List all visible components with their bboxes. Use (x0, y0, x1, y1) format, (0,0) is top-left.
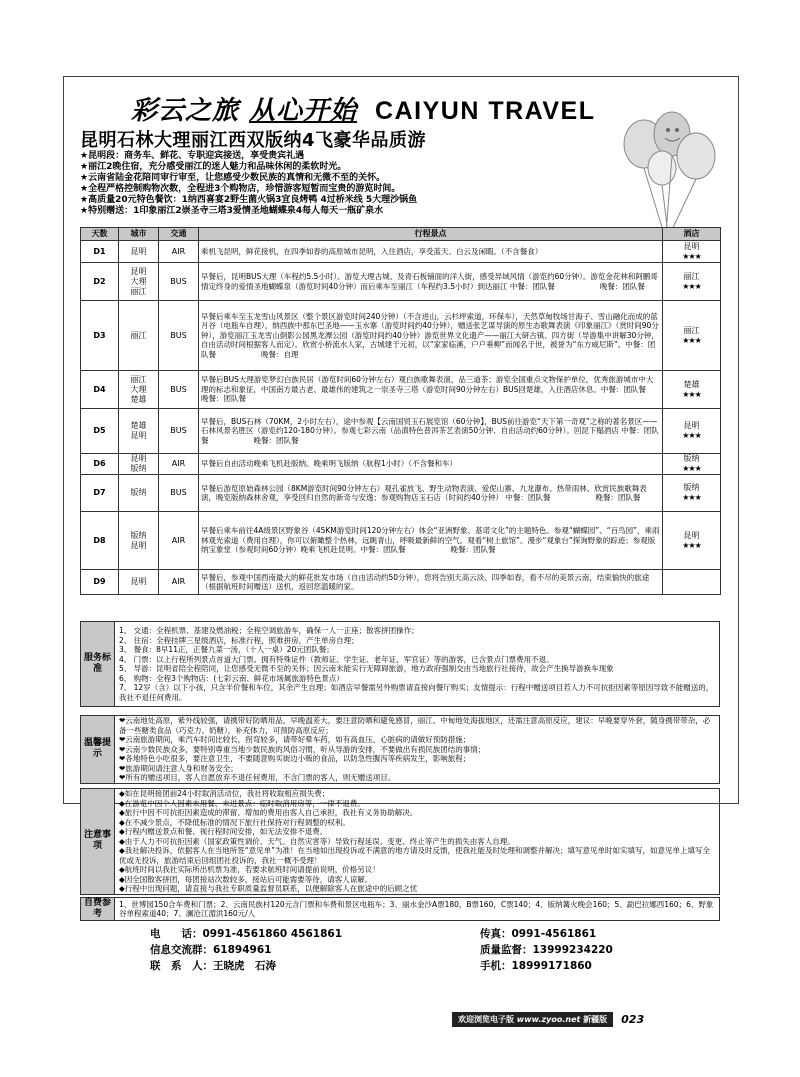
footer-url[interactable]: www.zyoo.net (516, 1015, 581, 1024)
service-standards-body (115, 622, 720, 707)
contact-person-label: 联 系 人： (150, 959, 213, 972)
itinerary-header-row (81, 228, 721, 241)
service-line: 4、 门票：以上行程所列景点首道大门票。拥有特殊证件（教师证、学生证、老年证、军官证）等的游客，已含景点门票费用不退。 (119, 654, 554, 664)
selfpay-line: 1、世博园150合车费和门票；2、云南民族村120元含门票和车费和景区电瓶车；3、丽水金沙A票180，B票160，C票140；4、版纳篝火晚会160；5、勐巴拉娜西160；6、野象谷单程索道40；7、澜沧江湄洪160元/人 (119, 899, 714, 918)
hotel-stars: ★★★ (682, 335, 701, 345)
day-cell: D6 (81, 454, 119, 475)
brand-header (131, 90, 671, 124)
selfpay-table (80, 897, 720, 921)
highlight-item: ★云南省陆金花陪同审行审至，让您感受少数民族的真情和无微不至的关怀。 (80, 173, 386, 183)
hotel-cell (663, 241, 721, 263)
hotel-cell (663, 409, 721, 454)
service-line: 5、 导游：昆明省陪全程陪同，让您感受无微不至的关怀；因云南未能实行无障碍旅游，地方政府强制交由当地旅行社接待，故会产生换导游换车现象 (119, 664, 614, 673)
service-line: 6、 购物：全程3个购物店：(七彩云南、鲜花市场属旅游特色景点） (119, 673, 344, 683)
day-cell: D8 (81, 512, 119, 570)
itinerary-row (81, 475, 721, 512)
transport-cell: BUS (159, 263, 199, 301)
hotel-stars: ★★★ (682, 251, 701, 261)
itinerary-row (81, 263, 721, 301)
city-cell: 丽江 (119, 301, 159, 371)
highlight-item: ★特别赠送：1印象丽江2崇圣寺三塔3爱情圣地蝴蝶泉4每人每天一瓶矿泉水 (80, 206, 384, 216)
tips-body (115, 716, 720, 784)
fax-value: 0991-4561861 (511, 927, 597, 940)
service-standards-table (80, 621, 720, 707)
brand-slogan-part2: 从心开始 (249, 96, 358, 126)
itinerary-desc-cell: 早餐后，参观中国西南最大的鲜花批发市场（自由活动约50分钟），您将告别天高云淡、四季如春，看不尽的美景云南，结束愉快的旅途（根据航班时间赠送）送机，返回您温暖的家。 (199, 570, 663, 595)
info-group-value: 61894961 (213, 943, 272, 956)
notes-line: ◆在游览中因个人因素未用餐、未进景点：临时取消用房等，一律不退费。 (119, 798, 365, 808)
itinerary-desc-cell: 早餐后，BUS石林（70KM，2小时左右），途中参观【云南国贸玉石展览馆（60分钟】，BUS前往游览“天下第一奇观”之称的著名景区——石林风景名胜区（游览约120-180分钟）。参观七彩云南（品滇特色普洱茶艺表演50分钟、自由活动约60分钟）。回昆下榻酒店 中餐：团队餐 晚餐：团队餐 (199, 409, 663, 454)
transport-cell: BUS (159, 301, 199, 371)
qc-value: 13999234220 (532, 943, 613, 956)
hotel-cell (663, 301, 721, 371)
section-label-selfpay: 自费参考 (81, 898, 115, 921)
day-cell: D1 (81, 241, 119, 263)
notes-line: ◆行程内赠送景点和餐、视行程时间安排，如无法安排不退费。 (119, 827, 328, 836)
col-header-city: 城市 (119, 228, 159, 241)
brand-english: CAIYUN TRAVEL (375, 97, 596, 125)
day-cell: D2 (81, 263, 119, 301)
highlights-list (80, 151, 640, 217)
route-title: 昆明石林大理丽江西双版纳4飞豪华品质游 (80, 130, 427, 151)
city-cell: 丽江 大理 楚雄 (119, 371, 159, 409)
itinerary-row (81, 454, 721, 475)
hotel-cell (663, 570, 721, 595)
itinerary-row (81, 371, 721, 409)
hotel-cell (663, 454, 721, 475)
contact-person-value: 王晓虎 石涛 (213, 959, 276, 972)
hotel-name: 昆明 (683, 421, 700, 430)
hotel-stars: ★★★ (682, 431, 701, 440)
notes-body (115, 789, 720, 895)
itinerary-row (81, 570, 721, 595)
footer-text: 欢迎浏览电子版 (458, 1015, 514, 1024)
col-header-hotel: 酒店 (663, 228, 721, 241)
hotel-stars: ★★★ (682, 389, 701, 399)
notes-line: ◆航班时间以我社实际所出机票为准，若要求航班时间请提前说明，价格另议！ (119, 865, 380, 874)
itinerary-table (80, 227, 721, 595)
qc-label: 质量监督： (480, 943, 533, 956)
notes-line: ◆因全国散客拼团，每团接站次数较多，接站后可能需要等待，请客人谅解。 (119, 874, 373, 884)
itinerary-row (81, 409, 721, 454)
city-cell: 昆明 版纳 (119, 454, 159, 475)
transport-cell: AIR (159, 512, 199, 570)
hotel-stars: ★★★ (682, 493, 701, 502)
hotel-cell (663, 263, 721, 301)
brand-slogan-part1: 彩云之旅 (131, 96, 240, 126)
hotel-name: 丽江 (683, 325, 700, 335)
hotel-cell (663, 512, 721, 570)
highlight-item: ★丽江2晚住宿，充分感受丽江的迷人魅力和品味休闲的柔软时光。 (80, 162, 347, 172)
day-cell: D4 (81, 371, 119, 409)
hotel-name: 丽江 (683, 271, 700, 281)
itinerary-desc-cell: 早餐后游览原始森林公园（8KM游览时间90分钟左右）观孔雀放飞、野生动物表演、爱伲山寨、九龙瀑布、热带雨林、欣赏民族歌舞表演，晚览版纳森林舍观，享受回归自然的新奇与安逸；参观购物店玉石店（时间约40分钟） 中餐：团队餐 晚餐：团队餐 (199, 475, 663, 512)
transport-cell: BUS (159, 371, 199, 409)
mobile-value: 18999171860 (511, 959, 592, 972)
notes-line: ◆在不减少景点，不降低标准的情况下旅行社保持对行程调整的权利。 (119, 817, 350, 827)
city-cell: 版纳 (119, 475, 159, 512)
day-cell: D3 (81, 301, 119, 371)
hotel-name: 昆明 (683, 530, 700, 540)
hotel-stars: ★★★ (682, 540, 701, 550)
itinerary-row (81, 241, 721, 263)
phone-value: 0991-4561860 4561861 (202, 927, 343, 940)
notes-line: ◆行程中出现问题，请直接与我社专职质量监督员联系，以便解除客人在旅途中的后顾之忧 (119, 884, 418, 893)
hotel-stars: ★★★ (682, 281, 701, 291)
tips-line: ❤各地特色小吃很多，要注意卫生，不要随意购买街边小贩的食品，以防急性腹泻等疾病发生，影响旅程； (119, 754, 471, 763)
highlight-item: ★全程严格控制购物次数，全程进3个购物店，珍惜游客短暂而宝贵的游览时间。 (80, 184, 401, 194)
hotel-cell (663, 475, 721, 512)
city-cell: 版纳 昆明 (119, 512, 159, 570)
hotel-name: 昆明 (683, 241, 700, 251)
itinerary-desc-cell: 早餐后，昆明BUS大理（车程约5.5小时）。游览大理古城、及青石板铺面的洋人街，感受异域风情（游览约60分钟）。游览金花林和阿鹏哥情定终身的爱情圣地蝴蝶泉（游览时间40分钟）而后乘车至丽江（车程约3.5小时）到达丽江 中餐：团队餐 晚餐：团队餐 (199, 263, 663, 301)
service-line: 1、 交通：全程机票、基建及燃油税；全程空调旅游车，确保一人一正座；散客拼团操作； (119, 626, 419, 635)
col-header-day: 天数 (81, 228, 119, 241)
service-line: 7、 12岁（含）以下小孩，只含半价餐和车位，其余产生自理；如酒店早餐需另外购票请直接向餐厅购买；友情提示：行程中赠送项目若人力不可抗拒因素等原因导致不能赠送的，我社不退任何费用。 (119, 683, 714, 702)
transport-cell: BUS (159, 475, 199, 512)
highlight-item: ★高质量20元特色餐饮：1纳西喜宴2野生菌火锅3宜良烤鸭 4过桥米线 5大理沙锅鱼 (80, 195, 418, 205)
tips-line: ❤旅游期间请注意人身和财务安全； (119, 763, 238, 773)
selfpay-body (115, 898, 720, 921)
itinerary-desc-cell: 早餐后BUS大理游览梦幻白族民居（游览时间60分钟左右）观白族歌舞表演，品三道茶；游览全国重点文物保护单位，优秀旅游城市中大理的标志和象征，中国南方最古老、最雄伟的建筑之一崇圣寺三塔（游览时间90分钟左右）BUS回楚雄，入住酒店休息。中餐：团队餐 晚餐：团队餐 (199, 371, 663, 409)
transport-cell: AIR (159, 241, 199, 263)
city-cell: 楚雄 昆明 (119, 409, 159, 454)
itinerary-row (81, 301, 721, 371)
day-cell: D7 (81, 475, 119, 512)
hotel-name: 版纳 (683, 483, 700, 492)
itinerary-desc-cell: 早餐后自由活动晚乘飞机赴版纳。晚乘明飞版纳（航程1小时）（不含餐和车） (199, 454, 663, 475)
section-label-tips: 温馨提示 (81, 716, 115, 784)
day-cell: D5 (81, 409, 119, 454)
col-header-transport: 交通 (159, 228, 199, 241)
footer-edition: 新疆版 (583, 1015, 608, 1024)
day-cell: D9 (81, 570, 119, 595)
tips-line: ❤云南旅游期间，乘汽车时间比较长，拐弯较多，请带好晕车药，如有高血压、心脏病的请做好预防措施； (119, 735, 471, 744)
transport-cell: AIR (159, 454, 199, 475)
col-header-itinerary: 行程景点 (199, 228, 663, 241)
city-cell: 昆明 大理 丽江 (119, 263, 159, 301)
phone-label: 电 话： (150, 927, 203, 940)
section-label-notes: 注意事项 (81, 789, 115, 895)
notes-table (80, 788, 720, 895)
tips-line: ❤云南地处高原，紫外线较强，请携带好防晒用品，早晚温差大，要注意防晒和避免感冒，丽江、中甸地处海拔地区，还需注意高原反应，建议：早晚要穿外套，随身携带带杂，必备一些糖类食品（巧克力、奶糖），补充体力，可预防高原反应； (119, 716, 711, 735)
mobile-label: 手机： (480, 959, 512, 972)
transport-cell: AIR (159, 570, 199, 595)
city-cell: 昆明 (119, 570, 159, 595)
hotel-stars: ★★★ (682, 464, 701, 473)
transport-cell: BUS (159, 409, 199, 454)
notes-line: ◆如在昆明接团前24小时取消活动位，我社将收取相应损失费； (119, 789, 330, 798)
notes-line: ◆由于人力不可抗拒因素（国家政策性调价、天气、自然灾害等）导致行程延误、变更、终止等产生的损失由客人自理。 (119, 836, 515, 846)
notes-line: ◆我社解决投诉，依据客人在当地所签“意见单”为准！在当地如出现投诉或不满意的地方请及时反馈，使我社能及时处理和调整并解决；填写意见单时如实填写，如意见单上填写全优或无投诉，旅游结束后回组团社投诉的，我社一概不受理！ (119, 846, 711, 865)
fax-label: 传真： (480, 927, 512, 940)
section-label-service: 服务标准 (81, 622, 115, 707)
city-cell: 昆明 (119, 241, 159, 263)
footer-banner (452, 1012, 613, 1027)
itinerary-row (81, 512, 721, 570)
service-line: 2、 住宿：全程挂牌三星级酒店，标准行程，照难拼房，产生单房自理； (119, 635, 359, 645)
itinerary-desc-cell: 乘机飞昆明，鲜花接机，在四季如春的高原城市昆明，入住酒店，享受蓝天、白云及闲暇。（不含餐食） (199, 241, 663, 263)
tips-line: ❤所有的赠送项目，客人自愿放弃不退任何费用，不含门票的客人，则无赠送项目。 (119, 773, 396, 782)
hotel-name: 版纳 (683, 454, 700, 463)
tips-line: ❤云南少数民族众多，要特别尊重当地少数民族的风俗习惯，听从导游的安排，不要做出有损民族团结的事情； (119, 744, 486, 754)
info-group-label: 信息交流群： (150, 943, 213, 956)
service-line: 3、 餐食：8早11正，正餐九菜一汤，（十人一桌）20元团队餐； (119, 645, 334, 654)
notes-line: ◆旅行中因不可抗拒因素造成的滞留、增加的费用由客人自己承担，我社有义务协助解决。 (119, 808, 418, 817)
highlight-item: ★昆明段：商务车、鲜花、专职迎宾接送，享受贵宾礼遇 (80, 151, 305, 161)
itinerary-desc-cell: 早餐后乘车前往4A级景区野象谷（45KM游览时间120分钟左右）体会“亚洲野象、基诺文化”的主题特色。参观“蝴蝶园”、“百鸟园”，乘雨林观光索道（费用自理），你可以俯瞰整个热林，远眺青山，呼吸最新鲜的空气。观看“树上旅馆”。漫步“观象台”探询野象的踪迹；参观版纳宝象堂（参观时间60分钟）晚乘飞机赴昆明。中餐：团队餐 晚餐：团队餐 (199, 512, 663, 570)
page-number: 023 (621, 1013, 645, 1026)
contact-block (150, 925, 670, 973)
tips-table (80, 715, 720, 784)
page-footer (452, 1012, 644, 1027)
itinerary-desc-cell: 早餐后乘车至玉龙雪山风景区（整个景区游览时间240分钟）（不含进山，云杉坪索道，环保车），天然草甸牧场甘海子、雪山融化而成的蓝月谷（电瓶车自理），纳西族中那东巴圣地——玉水寨（游览时间约40分钟），赠送张艺谋导演的原生态歌舞表演《印象丽江》（赏时间90分钟），游览丽江玉龙雪山倒影公园黑龙潭公园（游览时间约40分钟）游览世界文化遗产——丽江大研古镇、四方街（导游集中讲解30分钟，自由活动时间根据客人而定）。欣赏小桥流水人家，古城建于元初，以“家家临溪，户户垂柳”而闻名于世，被誉为“东方威尼斯”。中餐：团队餐 晚餐：自理 (199, 301, 663, 371)
hotel-name: 楚雄 (683, 379, 700, 389)
